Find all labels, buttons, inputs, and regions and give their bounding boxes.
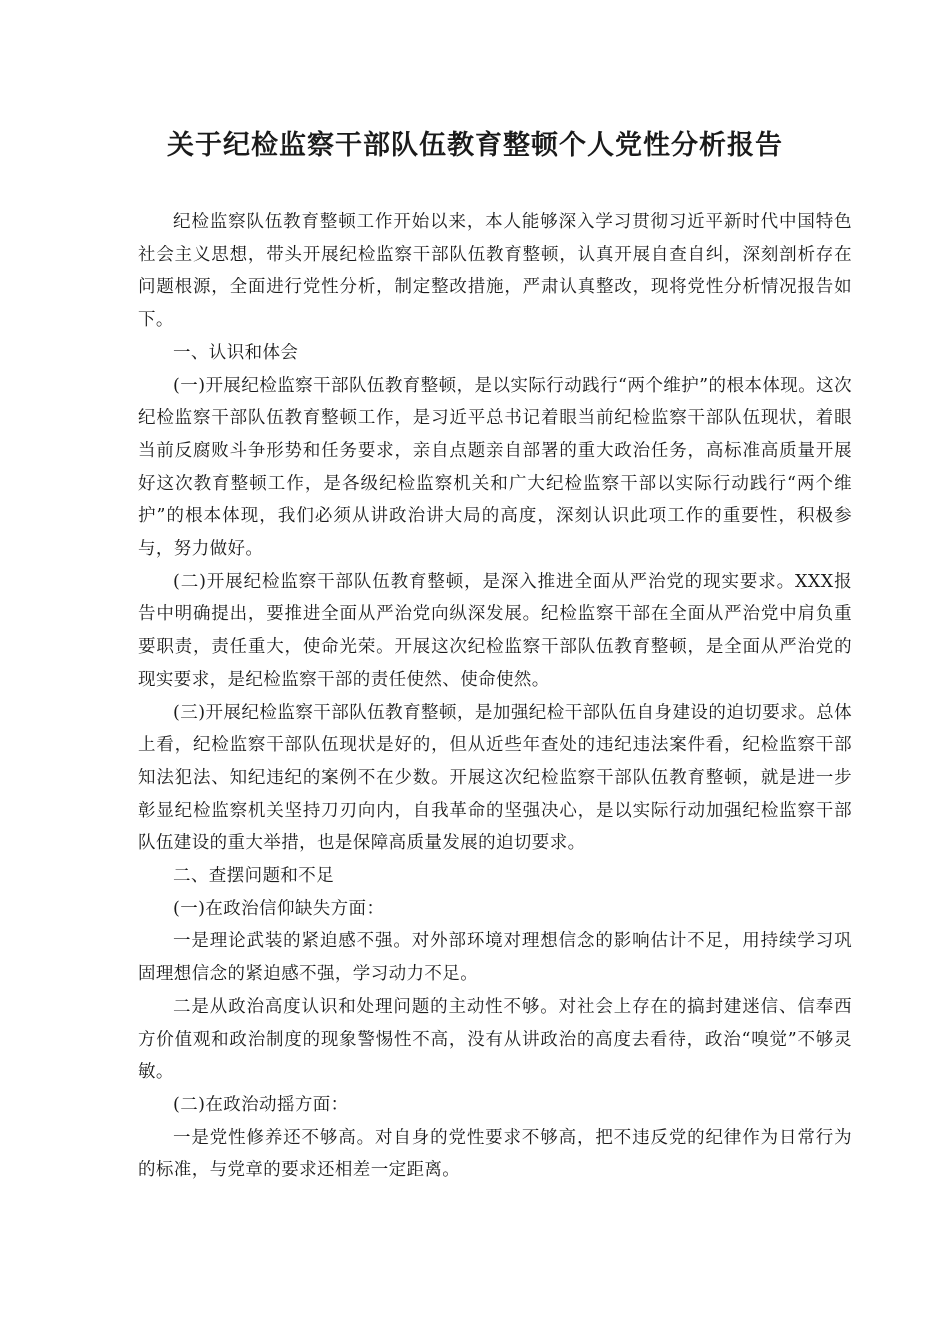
intro-paragraph: 纪检监察队伍教育整顿工作开始以来，本人能够深入学习贯彻习近平新时代中国特色社会主义思想，带头开展纪检监察干部队伍教育整顿，认真开展自查自纠，深刻剖析存在问题根源，全面进行党性分析，制定整改措施，严肃认真整改，现将党性分析情况报告如下。 <box>138 212 852 331</box>
document-body <box>138 206 852 1187</box>
subheading-2-1: (一)在政治信仰缺失方面： <box>173 898 385 919</box>
paragraph-2-2-a: 一是党性修养还不够高。对自身的党性要求不够高，把不违反党的纪律作为日常行为的标准，与党章的要求还相差一定距离。 <box>138 1127 852 1181</box>
paragraph-2-1-b: 二是从政治高度认识和处理问题的主动性不够。对社会上存在的搞封建迷信、信奉西方价值观和政治制度的现象警惕性不高，没有从讲政治的高度去看待，政治“嗅觉”不够灵敏。 <box>138 996 852 1083</box>
document-title: 关于纪检监察干部队伍教育整顿个人党性分析报告 <box>167 130 783 161</box>
section-heading-1: 一、认识和体会 <box>173 342 299 363</box>
paragraph-1-3: (三)开展纪检监察干部队伍教育整顿，是加强纪检干部队伍自身建设的迫切要求。总体上看，纪检监察干部队伍现状是好的，但从近些年查处的违纪违法案件看，纪检监察干部知法犯法、知纪违纪的案例不在少数。开展这次纪检监察干部队伍教育整顿，就是进一步彰显纪检监察机关坚持刀刃向内，自我革命的坚强决心，是以实际行动加强纪检监察干部队伍建设的重大举措，也是保障高质量发展的迫切要求。 <box>138 702 852 854</box>
subheading-2-2: (二)在政治动摇方面： <box>173 1094 349 1115</box>
paragraph-1-1: (一)开展纪检监察干部队伍教育整顿，是以实际行动践行“两个维护”的根本体现。这次纪检监察干部队伍教育整顿工作，是习近平总书记着眼当前纪检监察干部队伍现状，着眼当前反腐败斗争形势和任务要求，亲自点题亲自部署的重大政治任务，高标准高质量开展好这次教育整顿工作，是各级纪检监察机关和广大纪检监察干部以实际行动践行“两个维护”的根本体现，我们必须从讲政治讲大局的高度，深刻认识此项工作的重要性，积极参与，努力做好。 <box>138 375 852 560</box>
paragraph-1-2: (二)开展纪检监察干部队伍教育整顿，是深入推进全面从严治党的现实要求。XXX报告中明确提出，要推进全面从严治党向纵深发展。纪检监察干部在全面从严治党中肩负重要职责，责任重大，使命光荣。开展这次纪检监察干部队伍教育整顿，是全面从严治党的现实要求，是纪检监察干部的责任使然、使命使然。 <box>138 571 852 690</box>
paragraph-2-1-a: 一是理论武装的紧迫感不强。对外部环境对理想信念的影响估计不足，用持续学习巩固理想信念的紧迫感不强，学习动力不足。 <box>138 931 852 985</box>
section-heading-2: 二、查摆问题和不足 <box>173 866 335 887</box>
